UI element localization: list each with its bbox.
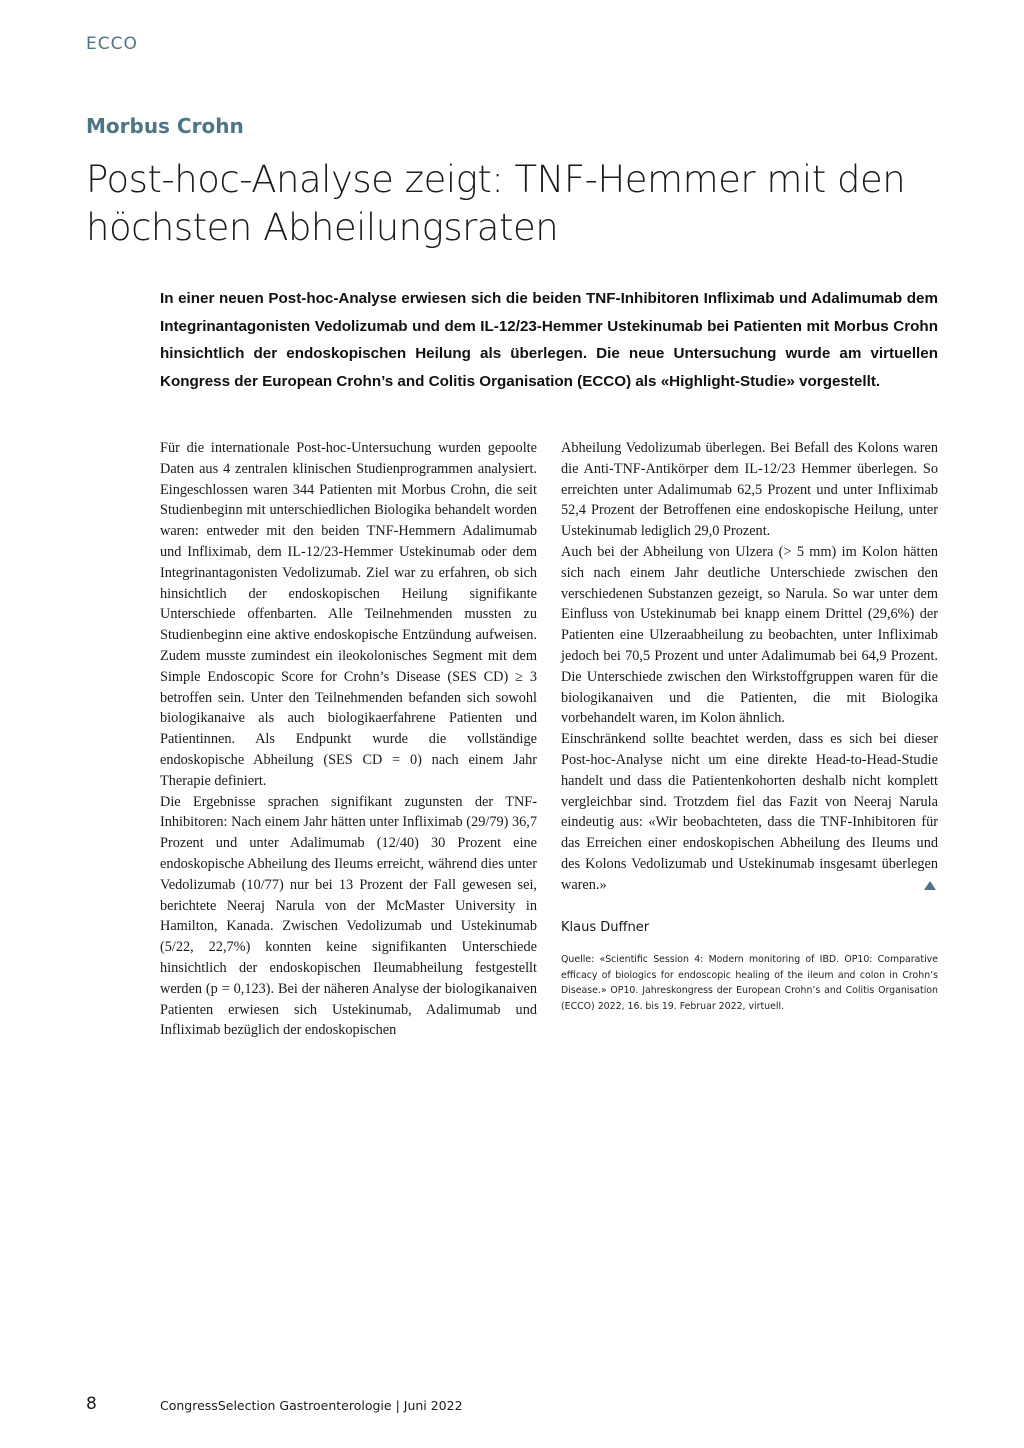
article-title-line-2: höchsten Abheilungsraten: [86, 206, 559, 249]
body-paragraph-text: Einschränkend sollte beachtet werden, dass es sich bei dieser Post-hoc-Analyse nicht um eine direkte Head-to-Head-Studie handelt und dass die Patientenkohorten deshalb nicht komplett vergleichbar sind. Trotzdem fiel das Fazit von Neeraj Narula eindeutig aus: «Wir beobachteten, dass die TNF-Inhibitoren für das Erreichen einer endoskopischen Abheilung des Ileums und des Kolons Vedolizumab und Ustekinumab insgesamt überlegen waren.»: [561, 731, 938, 893]
article-lead: In einer neuen Post-hoc-Analyse erwiesen sich die beiden TNF-Inhibitoren Infliximab und Adalimumab dem Integrinantagonisten Vedolizumab und dem IL-12/23-Hemmer Ustekinumab bei Patienten mit Morbus Crohn hinsichtlich der endoskopischen Heilung als überlegen. Die neue Untersuchung wurde am virtuellen Kongress der European Crohn’s and Colitis Organisation (ECCO) als «Highlight-Studie» vorgestellt.: [160, 290, 938, 390]
source-note: Quelle: «Scientific Session 4: Modern monitoring of IBD. OP10: Comparative efficacy of biologics for endoscopic healing of the ileum and colon in Crohn’s Disease.» OP10. Jahreskongress der European Crohn’s and Colitis Organisation (ECCO) 2022, 16. bis 19. Februar 2022, virtuell.: [561, 954, 938, 1012]
body-paragraph: Für die internationale Post-hoc-Untersuchung wurden gepoolte Daten aus 4 zentralen klinischen Studienprogrammen analysiert. Eingeschlossen waren 344 Patienten mit Morbus Crohn, die seit Studienbeginn mit unterschiedlichen Biologika behandelt worden waren: entweder mit den beiden TNF-Hemmern Adalimumab und Infliximab, dem IL-12/23-Hemmer Ustekinumab oder dem Integrinantagonisten Vedolizumab. Ziel war zu erfahren, ob sich hinsichtlich der endoskopischen Heilung signifikante Unterschiede offenbarten. Alle Teilnehmenden mussten zu Studienbeginn eine aktive endoskopische Entzündung aufweisen. Zudem musste zumindest ein ileokolonisches Segment mit dem Simple Endoscopic Score for Crohn’s Disease (SES CD) ≥ 3 betroffen sein. Unter den Teilnehmenden befanden sich sowohl biologikanaive als auch biologikaerfahrene Patienten und Patientinnen. Als Endpunkt wurde die vollständige endoskopische Abheilung (SES CD = 0) nach einem Jahr Therapie definiert.: [160, 440, 537, 789]
body-paragraph: Abheilung Vedolizumab überlegen. Bei Befall des Kolons waren die Anti-TNF-Antikörper dem IL-12/23 Hemmer überlegen. So erreichten unter Adalimumab 62,5 Prozent und unter Infliximab 52,4 Prozent der Betroffenen eine endoskopische Heilung, unter Ustekinumab lediglich 29,0 Prozent.: [561, 440, 938, 540]
article-kicker: Morbus Crohn: [86, 114, 244, 138]
body-column-right: [561, 438, 938, 1014]
article-title: [86, 156, 966, 252]
page-number: 8: [86, 1394, 97, 1414]
body-column-left: [160, 438, 537, 1041]
body-paragraph: Die Ergebnisse sprachen signifikant zugunsten der TNF-Inhibitoren: Nach einem Jahr hätten unter Infliximab (29/79) 36,7 Prozent und unter Adalimumab (12/40) 30 Prozent eine endoskopische Abheilung des Ileums erreicht, während dies unter Vedolizumab (10/77) nur bei 13 Prozent der Fall gewesen sei, berichtete Neeraj Narula von der McMaster University in Hamilton, Kanada. Zwischen Vedolizumab und Ustekinumab (5/22, 22,7%) konnten keine signifikanten Unterschiede hinsichtlich der endoskopischen Ileumabheilung festgestellt werden (p = 0,123). Bei der näheren Analyse der biologikanaiven Patienten erwiesen sich Ustekinumab, Adalimumab und Infliximab bezüglich der endoskopischen: [160, 793, 537, 1039]
publication-footer: CongressSelection Gastroenterologie | Juni 2022: [160, 1398, 463, 1413]
body-paragraph-final: [561, 729, 938, 895]
body-paragraph: Auch bei der Abheilung von Ulzera (> 5 mm) im Kolon hätten sich nach einem Jahr deutliche Unterschiede zwischen den verschiedenen Substanzen gezeigt, so Narula. So war unter dem Einfluss von Ustekinumab bei knapp einem Drittel (29,6%) der Patienten eine Ulzeraabheilung zu beobachten, unter Infliximab jedoch bei 70,5 Prozent und unter Adalimumab bei 64,9 Prozent. Die Unterschiede zwischen den Wirkstoffgruppen waren für die biologikanaiven und die Patienten, die mit Biologika vorbehandelt waren, im Kolon ähnlich.: [561, 543, 938, 727]
triangle-up-icon: [924, 881, 936, 890]
section-label: ECCO: [86, 34, 138, 54]
author-name: Klaus Duffner: [561, 919, 650, 935]
article-title-line-1: Post-hoc-Analyse zeigt: TNF-Hemmer mit den: [86, 158, 906, 201]
